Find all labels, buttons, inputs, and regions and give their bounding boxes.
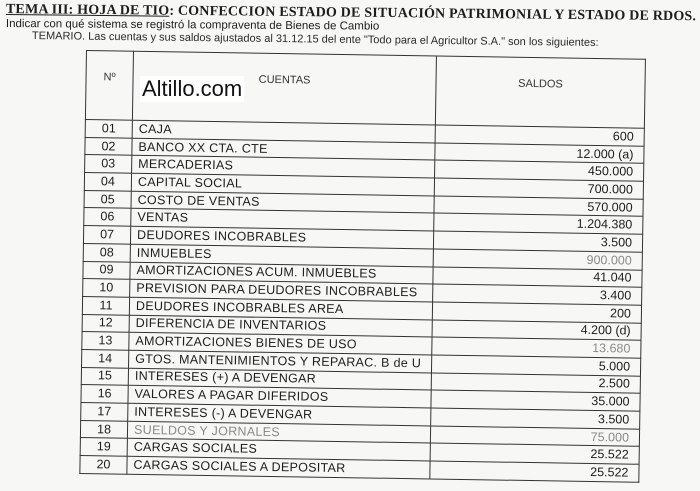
account-balance: 200 (432, 302, 641, 323)
row-number: 14 (82, 349, 129, 367)
account-balance: 25.522 (430, 461, 639, 482)
account-balance: 1.204.380 (434, 213, 643, 234)
column-header-saldos: SALDOS (435, 56, 645, 128)
account-name: AMORTIZACIONES ACUM. INMUEBLES (130, 262, 433, 284)
account-balance: 41.040 (433, 266, 642, 287)
account-name: DEUDORES INCOBRABLES AREA (129, 297, 432, 319)
row-number: 10 (83, 279, 130, 297)
account-name: CARGAS SOCIALES A DEPOSITAR (127, 456, 430, 478)
account-balance: 600 (435, 125, 644, 146)
account-balance: 35.000 (431, 390, 640, 411)
account-name: BANCO XX CTA. CTE (132, 138, 435, 160)
row-number: 02 (85, 137, 132, 155)
account-name: CAPITAL SOCIAL (131, 173, 434, 195)
account-balance: 3.500 (431, 408, 640, 429)
account-name: SUELDOS Y JORNALES (127, 421, 430, 443)
account-name: DIFERENCIA DE INVENTARIOS (129, 315, 432, 337)
watermark-logo: Altillo.com (142, 76, 243, 101)
account-balance: 12.000 (a) (435, 143, 644, 164)
column-header-cuentas: CUENTAS (132, 51, 436, 125)
exam-title-rest: : CONFECCION ESTADO DE SITUACIÓN PATRIMONIAL Y ESTADO DE RDOS. (169, 3, 697, 25)
row-number: 20 (80, 456, 127, 474)
row-number: 15 (81, 367, 128, 385)
row-number: 12 (82, 314, 129, 332)
account-balance: 13.680 (432, 337, 641, 358)
row-number: 17 (81, 402, 128, 420)
row-number: 18 (80, 420, 127, 438)
table-body (80, 119, 644, 481)
row-number: 01 (85, 119, 132, 137)
account-name: INTERESES (-) A DEVENGAR (128, 403, 431, 425)
account-name: AMORTIZACIONES BIENES DE USO (129, 332, 432, 354)
account-balance: 3.500 (433, 231, 642, 252)
account-name: VENTAS (131, 209, 434, 231)
account-balance: 700.000 (434, 178, 643, 199)
account-balance: 75.000 (430, 426, 639, 447)
account-name: GTOS. MANTENIMIENTOS Y REPARAC. B de U (129, 350, 432, 372)
exam-title-topic: TEMA III: HOJA DE TIO (5, 2, 170, 19)
row-number: 07 (83, 226, 130, 244)
account-name: VALORES A PAGAR DIFERIDOS (128, 386, 431, 408)
row-number: 05 (84, 190, 131, 208)
row-number: 08 (83, 243, 130, 261)
accounts-sheet (79, 50, 646, 482)
account-balance: 5.000 (431, 355, 640, 376)
column-header-num: Nº (85, 51, 133, 121)
accounts-table (79, 50, 646, 482)
account-balance: 25.522 (430, 443, 639, 464)
row-number: 13 (82, 332, 129, 350)
row-number: 09 (83, 261, 130, 279)
account-name: MERCADERIAS (132, 156, 435, 178)
account-balance: 4.200 (d) (432, 320, 641, 341)
row-number: 16 (81, 385, 128, 403)
account-balance: 2.500 (431, 373, 640, 394)
row-number: 03 (85, 155, 132, 173)
instruction-text: Indicar con qué sistema se registró la compraventa de Bienes de Cambio (5, 18, 380, 33)
account-name: CAJA (132, 120, 435, 142)
row-number: 11 (82, 296, 129, 314)
account-name: PREVISION PARA DEUDORES INCOBRABLES (130, 279, 433, 301)
account-name: INTERESES (+) A DEVENGAR (128, 368, 431, 390)
account-name: CARGAS SOCIALES (127, 439, 430, 461)
temario-text: TEMARIO. Las cuentas y sus saldos ajustados al 31.12.15 del ente "Todo para el Agricultor S.A." son los siguientes: (31, 30, 599, 49)
account-name: COSTO DE VENTAS (131, 191, 434, 213)
account-balance: 450.000 (435, 160, 644, 181)
account-name: DEUDORES INCOBRABLES (130, 226, 433, 248)
account-balance: 900.000 (433, 249, 642, 270)
account-balance: 3.400 (433, 284, 642, 305)
document-header (5, 2, 697, 49)
row-number: 19 (80, 438, 127, 456)
account-balance: 570.000 (434, 196, 643, 217)
row-number: 06 (84, 208, 131, 226)
row-number: 04 (84, 173, 131, 191)
account-name: INMUEBLES (130, 244, 433, 266)
